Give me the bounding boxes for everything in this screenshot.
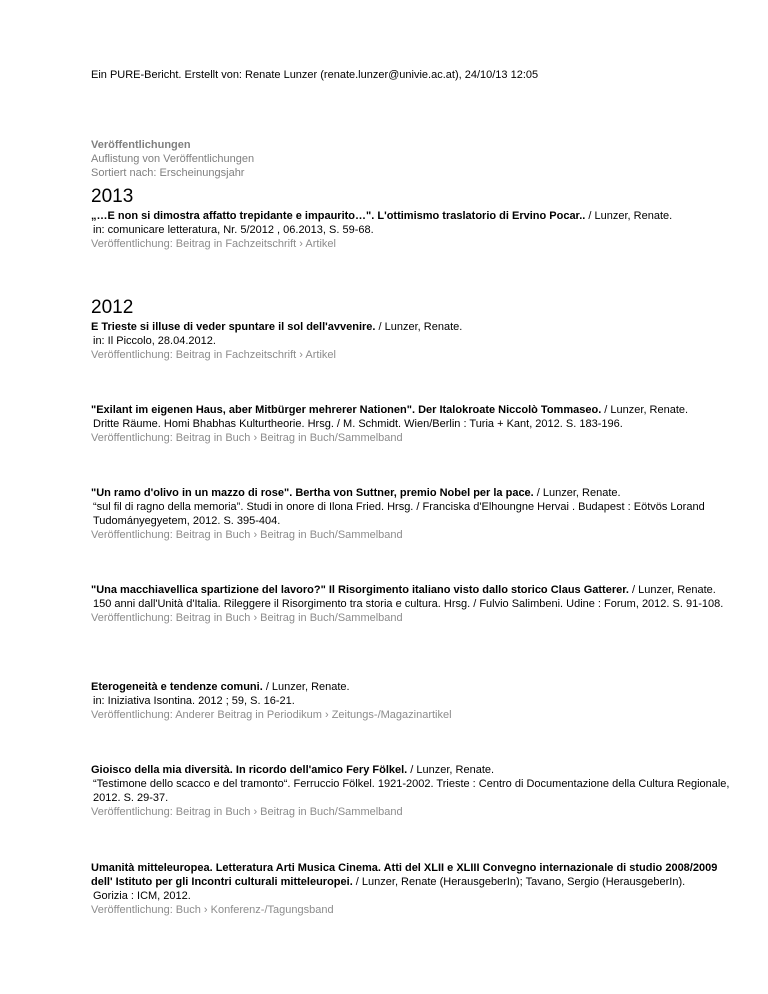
publication-entry <box>91 320 731 362</box>
publication-source: Gorizia : ICM, 2012. <box>93 890 191 902</box>
publication-title[interactable]: Umanità mitteleuropea. Letteratura Arti Musica Cinema. Atti del XLII e XLIII Convegno internazionale di studio 2008/2009 dell' Istituto per gli Incontri culturali mitteleuropei. <box>91 862 718 888</box>
publication-source: in: comunicare letteratura, Nr. 5/2012 , 06.2013, S. 59-68. <box>93 224 374 236</box>
publication-entry <box>91 583 731 625</box>
publication-title[interactable]: "Un ramo d'olivo in un mazzo di rose". Bertha von Suttner, premio Nobel per la pace. <box>91 487 534 499</box>
publication-source: “Testimone dello scacco e del tramonto“. Ferruccio Fölkel. 1921-2002. Trieste : Centro di Documentazione della Cultura Regionale, 2012. S. 29-37. <box>93 778 730 804</box>
year-heading: 2012 <box>91 297 134 318</box>
publication-type: Veröffentlichung: Beitrag in Buch › Beitrag in Buch/Sammelband <box>91 432 403 444</box>
publication-source: Dritte Räume. Homi Bhabhas Kulturtheorie. Hrsg. / M. Schmidt. Wien/Berlin : Turia + Kant, 2012. S. 183-196. <box>93 418 623 430</box>
publication-source: 150 anni dall'Unità d'Italia. Rileggere il Risorgimento tra storia e cultura. Hrsg. / Fulvio Salimbeni. Udine : Forum, 2012. S. 91-108. <box>93 598 724 610</box>
publication-title[interactable]: „…E non si dimostra affatto trepidante e impaurito…". L'ottimismo traslatorio di Ervino Pocar.. <box>91 210 586 222</box>
publication-title[interactable]: Gioisco della mia diversità. In ricordo dell'amico Fery Fölkel. <box>91 764 408 776</box>
report-header: Ein PURE-Bericht. Erstellt von: Renate Lunzer (renate.lunzer@univie.ac.at), 24/10/13 12:05 <box>91 69 539 81</box>
publication-authors: / Lunzer, Renate. <box>533 487 621 499</box>
publication-title[interactable]: "Exilant im eigenen Haus, aber Mitbürger mehrerer Nationen". Der Italokroate Niccolò Tommaseo. <box>91 404 602 416</box>
publication-authors: / Lunzer, Renate. <box>601 404 689 416</box>
publication-type: Veröffentlichung: Beitrag in Buch › Beitrag in Buch/Sammelband <box>91 806 403 818</box>
publication-source: “sul fil di ragno della memoria”. Studi in onore di Ilona Fried. Hrsg. / Franciska d'Elhoungne Hervai . Budapest : Eötvös Lorand Tudományegyetem, 2012. S. 395-404. <box>93 501 705 527</box>
sort-note: Sortiert nach: Erscheinungsjahr <box>91 167 245 179</box>
publication-entry <box>91 486 731 542</box>
publication-title[interactable]: "Una macchiavellica spartizione del lavoro?" Il Risorgimento italiano visto dallo storico Claus Gatterer. <box>91 584 629 596</box>
publication-entry <box>91 861 731 917</box>
publication-entry <box>91 209 731 251</box>
publication-authors: / Lunzer, Renate (HerausgeberIn); Tavano, Sergio (HerausgeberIn). <box>352 876 686 888</box>
publications-header <box>91 138 254 180</box>
year-heading: 2013 <box>91 186 134 207</box>
publication-authors: / Lunzer, Renate. <box>407 764 495 776</box>
section-subtitle: Auflistung von Veröffentlichungen <box>91 153 255 165</box>
publication-authors: / Lunzer, Renate. <box>375 321 463 333</box>
publication-authors: / Lunzer, Renate. <box>585 210 673 222</box>
publication-entry <box>91 403 731 445</box>
publication-type: Veröffentlichung: Beitrag in Fachzeitschrift › Artikel <box>91 349 336 361</box>
publication-title[interactable]: E Trieste si illuse di veder spuntare il sol dell'avvenire. <box>91 321 376 333</box>
publication-type: Veröffentlichung: Beitrag in Fachzeitschrift › Artikel <box>91 238 336 250</box>
publication-title[interactable]: Eterogeneità e tendenze comuni. <box>91 681 263 693</box>
publication-entry <box>91 680 731 722</box>
publication-type: Veröffentlichung: Anderer Beitrag in Periodikum › Zeitungs-/Magazinartikel <box>91 709 452 721</box>
publication-authors: / Lunzer, Renate. <box>262 681 350 693</box>
publication-source: in: Iniziativa Isontina. 2012 ; 59, S. 16-21. <box>93 695 295 707</box>
publication-type: Veröffentlichung: Beitrag in Buch › Beitrag in Buch/Sammelband <box>91 529 403 541</box>
publication-type: Veröffentlichung: Buch › Konferenz-/Tagungsband <box>91 904 334 916</box>
publication-source: in: Il Piccolo, 28.04.2012. <box>93 335 216 347</box>
section-title: Veröffentlichungen <box>91 139 191 151</box>
publication-authors: / Lunzer, Renate. <box>628 584 716 596</box>
publication-entry <box>91 763 731 819</box>
publication-type: Veröffentlichung: Beitrag in Buch › Beitrag in Buch/Sammelband <box>91 612 403 624</box>
